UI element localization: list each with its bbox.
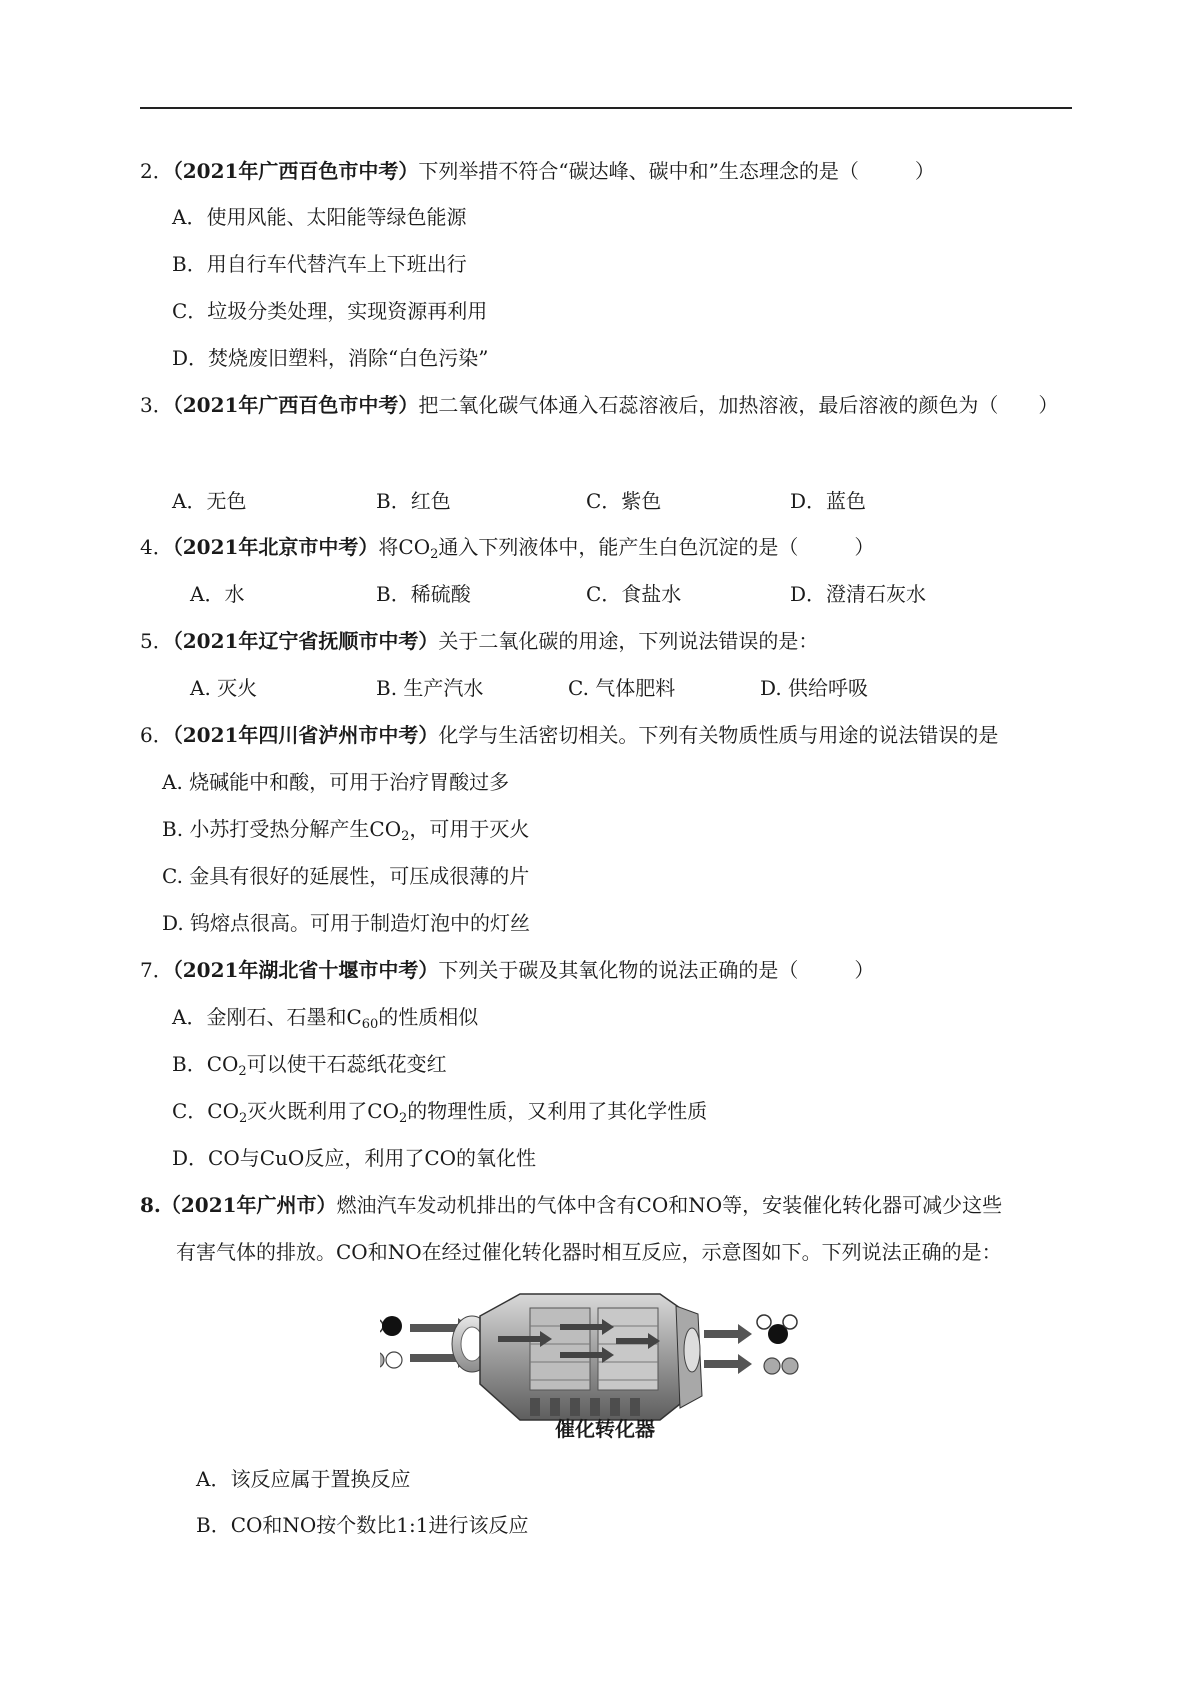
option-a: A．该反应属于置换反应 — [196, 1467, 411, 1491]
option-d: D. 钨熔点很高。可用于制造灯泡中的灯丝 — [162, 911, 531, 935]
question-8 — [140, 1192, 1002, 1218]
question-number: 3． — [140, 393, 173, 417]
header-rule — [140, 107, 1072, 109]
answer-paren-close: ） — [854, 958, 875, 982]
question-source: （2021年广西百色市中考） — [172, 393, 419, 417]
question-5 — [140, 628, 818, 654]
question-source: （2021年北京市中考） — [172, 535, 379, 559]
option-c: C．$CO_2$灭火既利用了$CO_2$的物理性质，又利用了其化学性质 — [172, 1099, 708, 1126]
question-number: 8. — [140, 1193, 161, 1217]
option-d: D．蓝色 — [790, 489, 867, 513]
question-number: 4． — [140, 535, 173, 559]
answer-paren-close: ） — [1038, 393, 1059, 417]
question-3 — [140, 392, 1058, 418]
option-b: B. 生产汽水 — [376, 676, 484, 700]
co-molecule-icon — [380, 1316, 402, 1336]
option-a: A．无色 — [172, 489, 247, 513]
option-d: D．焚烧废旧塑料，消除“白色污染” — [172, 346, 489, 370]
question-number: 5． — [140, 629, 173, 653]
question-text: 将$CO_2$通入下列液体中，能产生白色沉淀的是（ — [378, 535, 799, 562]
question-source: （2021年广州市） — [160, 1193, 337, 1217]
question-7 — [140, 957, 874, 983]
option-c: C. 气体肥料 — [568, 676, 676, 700]
question-text: 关于二氧化碳的用途，下列说法错误的是： — [438, 629, 819, 653]
question-source: （2021年广西百色市中考） — [172, 159, 419, 183]
option-a: A．水 — [190, 582, 245, 606]
question-6 — [140, 722, 998, 748]
option-c: C．垃圾分类处理，实现资源再利用 — [172, 299, 488, 323]
question-text: 燃油汽车发动机排出的气体中含有CO和NO等，安装催化转化器可减少这些 — [336, 1193, 1003, 1217]
option-c: C．食盐水 — [586, 582, 682, 606]
answer-paren-close: ） — [914, 159, 935, 183]
option-d: D．CO与CuO反应，利用了CO的氧化性 — [172, 1146, 537, 1170]
question-2 — [140, 158, 935, 184]
option-b: B．稀硫酸 — [376, 582, 471, 606]
question-text-continued: 有害气体的排放。CO和NO在经过催化转化器时相互反应，示意图如下。下列说法正确的是： — [176, 1240, 1002, 1264]
question-text: 化学与生活密切相关。下列有关物质性质与用途的说法错误的是 — [438, 723, 999, 747]
figure-caption: 催化转化器 — [555, 1417, 655, 1441]
option-c: C. 金具有很好的延展性，可压成很薄的片 — [162, 864, 530, 888]
option-d: D. 供给呼吸 — [760, 676, 869, 700]
option-b: B．用自行车代替汽车上下班出行 — [172, 252, 467, 276]
question-source: （2021年四川省泸州市中考） — [172, 723, 439, 747]
co2-molecule-icon — [757, 1315, 797, 1344]
no-molecule-icon — [380, 1352, 402, 1368]
question-text: 下列举措不符合“碳达峰、碳中和”生态理念的是（ — [418, 159, 859, 183]
option-b: B．CO和NO按个数比1:1进行该反应 — [196, 1513, 529, 1537]
option-b: B．红色 — [376, 489, 451, 513]
option-a: A. 灭火 — [190, 676, 258, 700]
question-source: （2021年湖北省十堰市中考） — [172, 958, 439, 982]
question-text: 下列关于碳及其氧化物的说法正确的是（ — [438, 958, 799, 982]
question-4 — [140, 534, 874, 560]
question-number: 6． — [140, 723, 173, 747]
option-d: D．澄清石灰水 — [790, 582, 927, 606]
option-a: A．金刚石、石墨和$C_{60}$的性质相似 — [172, 1005, 479, 1032]
answer-paren-close: ） — [854, 535, 875, 559]
option-a: A．使用风能、太阳能等绿色能源 — [172, 205, 467, 229]
question-number: 7． — [140, 958, 173, 982]
question-number: 2． — [140, 159, 173, 183]
option-c: C．紫色 — [586, 489, 662, 513]
n2-molecule-icon — [764, 1358, 798, 1374]
question-source: （2021年辽宁省抚顺市中考） — [172, 629, 439, 653]
option-b: B．$CO_2$可以使干石蕊纸花变红 — [172, 1052, 447, 1079]
option-b: B. 小苏打受热分解产生$CO_2$，可用于灭火 — [162, 817, 530, 844]
question-text: 把二氧化碳气体通入石蕊溶液后，加热溶液，最后溶液的颜色为（ — [418, 393, 999, 417]
option-a: A. 烧碱能中和酸，可用于治疗胃酸过多 — [162, 770, 510, 794]
